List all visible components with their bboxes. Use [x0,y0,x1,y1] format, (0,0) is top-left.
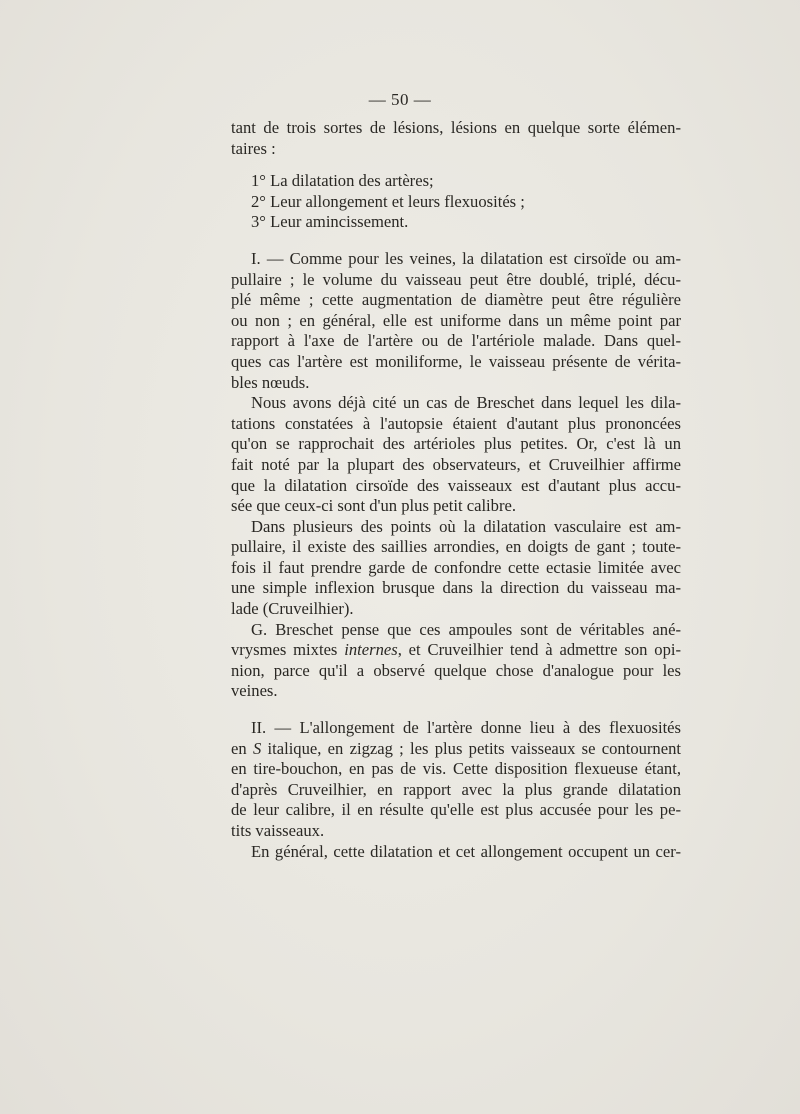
text-line: plé même ; cette augmentation de diamètre peut être régulière [231,290,681,310]
text-line: taires : [231,138,276,158]
text-line: tits vaisseaux. [231,821,325,840]
text-line: En général, cette dilatation et cet allongement occupent un cer- [251,841,681,861]
text-segment: en [231,738,253,758]
page-number: — 50 — [368,90,432,109]
text-line [231,640,681,661]
spacer [231,233,681,249]
text-line: tant de trois sortes de lésions, lésions en quelque sorte élémen- [231,118,681,137]
body-text [231,118,681,862]
text-line: II. — L'allongement de l'artère donne lieu à des flexuosités [251,718,681,738]
text-line: ou non ; en général, elle est uniforme dans un même point par [231,310,681,330]
text-line: ques cas l'artère est moniliforme, le vaisseau présente de vérita- [231,351,681,371]
text-line: une simple inflexion brusque dans la direction du vaisseau ma- [231,578,681,598]
list-item: 3° Leur amincissement. [251,212,409,232]
text-line: que la dilatation cirsoïde des vaisseaux est d'autant plus accu- [231,475,681,495]
text-line: pullaire, il existe des saillies arrondies, en doigts de gant ; toute- [231,537,681,557]
text-line: lade (Cruveilhier). [231,599,354,619]
text-line: nion, parce qu'il a observé quelque chose d'analogue pour les [231,660,681,680]
spacer [231,702,681,718]
text-line: veines. [231,681,278,701]
text-line: bles nœuds. [231,372,310,392]
text-line: de leur calibre, il en résulte qu'elle est plus accusée pour les pe- [231,800,681,820]
text-line: rapport à l'axe de l'artère ou de l'artériole malade. Dans quel- [231,331,681,351]
text-line: tations constatées à l'autopsie étaient d'autant plus prononcées [231,413,681,433]
text-line: d'après Cruveilhier, en rapport avec la plus grande dilatation [231,779,681,799]
text-line: pullaire ; le volume du vaisseau peut être doublé, triplé, décu- [231,269,681,289]
list-item: 1° La dilatation des artères; [251,171,434,191]
italic-term: internes [344,640,398,660]
text-segment: italique, en zigzag ; les plus petits vaisseaux se contournent [261,738,681,758]
text-line: G. Breschet pense que ces ampoules sont de véritables ané- [251,619,681,639]
text-line: sée que ceux-ci sont d'un plus petit calibre. [231,496,516,516]
text-segment: vrysmes mixtes [231,640,345,660]
text-line: fait noté par la plupart des observateurs, et Cruveilhier affirme [231,454,681,474]
list-item: 2° Leur allongement et leurs flexuosités ; [251,191,525,211]
spacer [231,159,681,171]
text-line: I. — Comme pour les veines, la dilatation est cirsoïde ou am- [251,248,681,268]
text-line: fois il faut prendre garde de confondre cette ectasie limitée avec [231,557,681,577]
text-segment: , et Cruveilhier tend à admettre son opi- [397,640,681,660]
text-line: en tire-bouchon, en pas de vis. Cette disposition flexueuse étant, [231,759,681,779]
text-line: qu'on se rapprochait des artérioles plus petites. Or, c'est là un [231,434,681,454]
italic-term: S [252,738,262,758]
text-line: Nous avons déjà cité un cas de Breschet dans lequel les dila- [251,393,681,413]
text-line [231,739,681,760]
text-line: Dans plusieurs des points où la dilatation vasculaire est am- [251,516,681,536]
